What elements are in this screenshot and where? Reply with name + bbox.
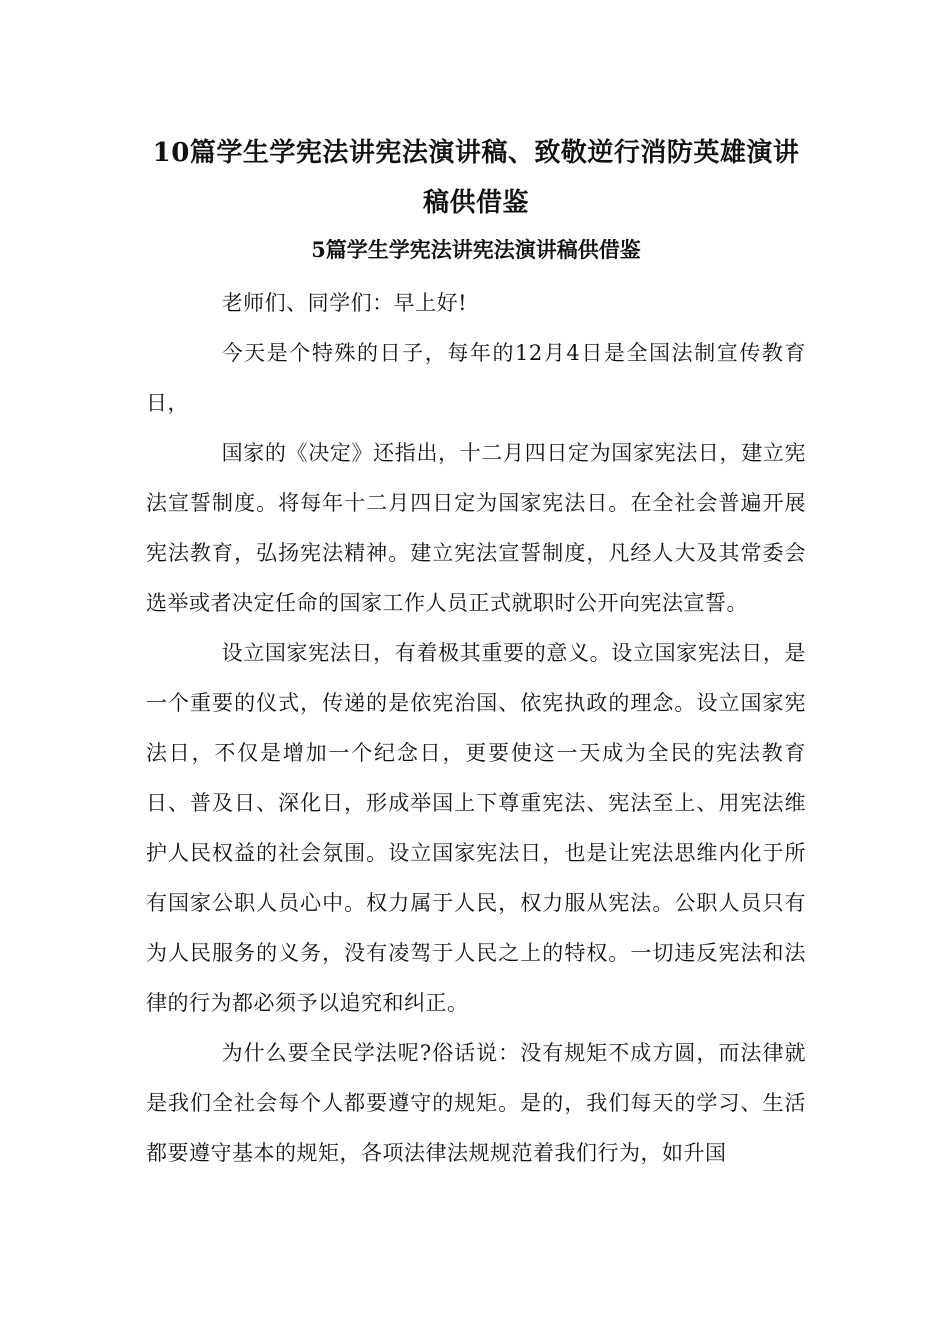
- paragraph-greeting: 老师们、同学们：早上好!: [221, 291, 468, 315]
- document-subtitle: 5篇学生学宪法讲宪法演讲稿供借鉴: [311, 237, 641, 262]
- paragraph-why-learn-law: 为什么要全民学法呢?俗话说：没有规矩不成方圆，而法律就是我们全社会每个人都要遵守的规矩。是的，我们每天的学习、生活都要遵守基本的规矩，各项法律法规规范着我们行为，如升国: [146, 1041, 806, 1165]
- document-title: 10篇学生学宪法讲宪法演讲稿、致敬逆行消防英雄演讲稿供借鉴: [152, 138, 800, 218]
- paragraph-significance: 设立国家宪法日，有着极其重要的意义。设立国家宪法日，是一个重要的仪式，传递的是依宪治国、依宪执政的理念。设立国家宪法日，不仅是增加一个纪念日，更要使这一天成为全民的宪法教育日、普及日、深化日，形成举国上下尊重宪法、宪法至上、用宪法维护人民权益的社会氛围。设立国家宪法日，也是让宪法思维内化于所有国家公职人员心中。权力属于人民，权力服从宪法。公职人员只有为人民服务的义务，没有凌驾于人民之上的特权。一切违反宪法和法律的行为都必须予以追究和纠正。: [146, 641, 806, 1015]
- document-page: [146, 128, 806, 1178]
- paragraph-decision: 国家的《决定》还指出，十二月四日定为国家宪法日，建立宪法宣誓制度。将每年十二月四日定为国家宪法日。在全社会普遍开展宪法教育，弘扬宪法精神。建立宪法宣誓制度，凡经人大及其常委会选举或者决定任命的国家工作人员正式就职时公开向宪法宣誓。: [146, 441, 806, 615]
- paragraph-intro: 今天是个特殊的日子，每年的12月4日是全国法制宣传教育日，: [146, 341, 806, 415]
